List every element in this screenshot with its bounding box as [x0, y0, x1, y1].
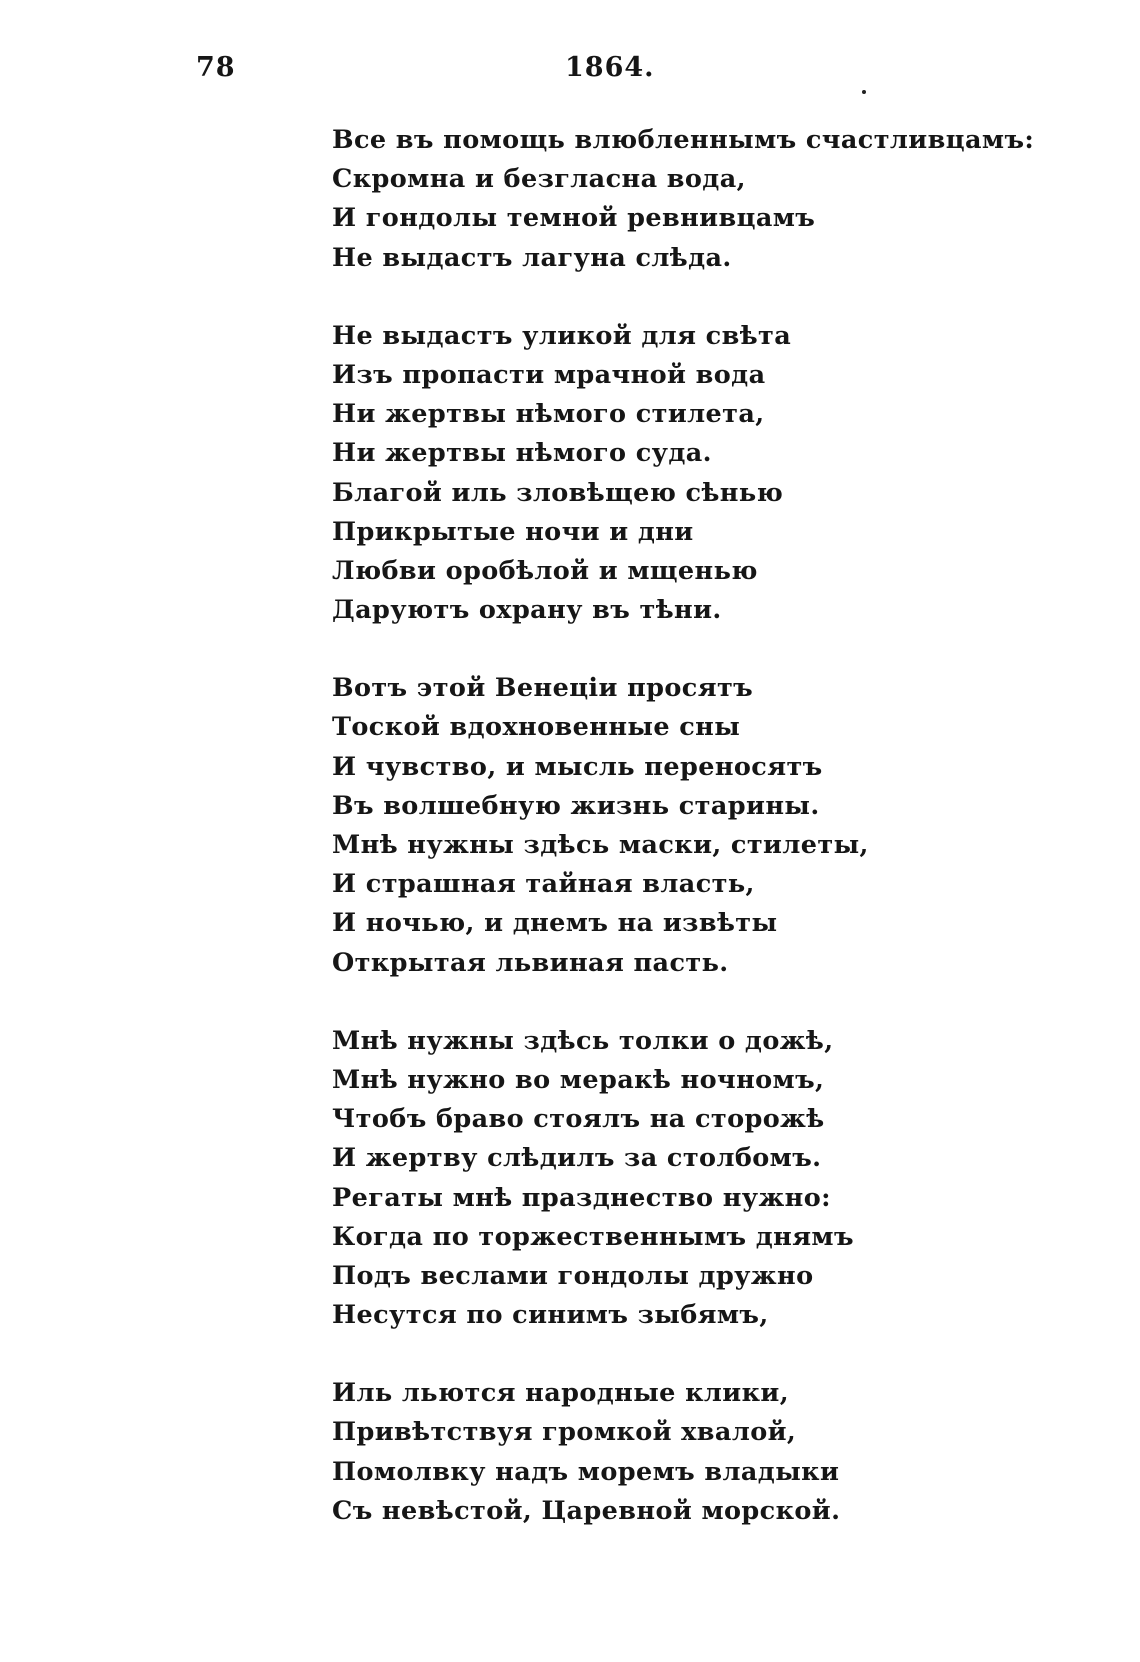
poem-line: Прикрытые ночи и дни [332, 516, 694, 547]
poem-line: Не выдастъ уликой для свѣта [332, 320, 792, 351]
stanza [332, 121, 1072, 278]
poem-line: Чтобъ браво стоялъ на сторожѣ [332, 1104, 825, 1135]
poem-line: Не выдастъ лагуна слѣда. [332, 242, 732, 273]
poem-line: Даруютъ охрану въ тѣни. [332, 595, 722, 626]
poem-line: И ночью, и днемъ на извѣты [332, 908, 778, 939]
page-number: 78 [196, 52, 236, 83]
stanza [332, 1374, 1072, 1531]
poem-line: Регаты мнѣ празднество нужно: [332, 1182, 831, 1213]
running-head-year: 1864. [565, 52, 655, 83]
poem-line: Ни жертвы нѣмого стилета, [332, 399, 765, 430]
poem-line: Благой иль зловѣщею сѣнью [332, 477, 784, 508]
poem-line: Помолвку надъ моремъ владыки [332, 1456, 840, 1487]
poem-line: Когда по торжественнымъ днямъ [332, 1221, 854, 1252]
poem-line: Вотъ этой Венеціи просятъ [332, 673, 754, 704]
stanza [332, 1022, 1072, 1336]
poem-line: Открытая львиная пасть. [332, 947, 729, 978]
poem-line: Несутся по синимъ зыбямъ, [332, 1300, 769, 1331]
poem-line: Тоской вдохновенные сны [332, 712, 741, 743]
poem-line: Иль льются народные клики, [332, 1378, 789, 1409]
poem-line: Мнѣ нужно во меракѣ ночномъ, [332, 1064, 825, 1095]
poem-line: Любви оробѣлой и мщенью [332, 555, 758, 586]
poem-line: Съ невѣстой, Царевной морской. [332, 1495, 841, 1526]
poem-line: И страшная тайная власть, [332, 869, 755, 900]
stanza [332, 669, 1072, 983]
poem-line: Въ волшебную жизнь старины. [332, 790, 820, 821]
poem-line: Ни жертвы нѣмого суда. [332, 438, 712, 469]
poem-text [332, 121, 1072, 1570]
poem-line: Подъ веслами гондолы дружно [332, 1260, 814, 1291]
poem-line: И жертву слѣдилъ за столбомъ. [332, 1143, 822, 1174]
poem-line: Привѣтствуя громкой хвалой, [332, 1417, 797, 1448]
stanza [332, 317, 1072, 631]
poem-line: Все въ помощь влюбленнымъ счастливцамъ: [332, 125, 1035, 155]
page-header [0, 52, 1140, 92]
ink-speck [862, 90, 866, 94]
poem-line: Мнѣ нужны здѣсь маски, стилеты, [332, 830, 869, 860]
poem-line: Мнѣ нужны здѣсь толки о дожѣ, [332, 1025, 834, 1056]
poem-line: Изъ пропасти мрачной вода [332, 359, 766, 390]
poem-line: Скромна и безгласна вода, [332, 164, 746, 195]
poem-line: И гондолы темной ревнивцамъ [332, 203, 816, 234]
poem-line: И чувство, и мысль переносятъ [332, 751, 823, 782]
